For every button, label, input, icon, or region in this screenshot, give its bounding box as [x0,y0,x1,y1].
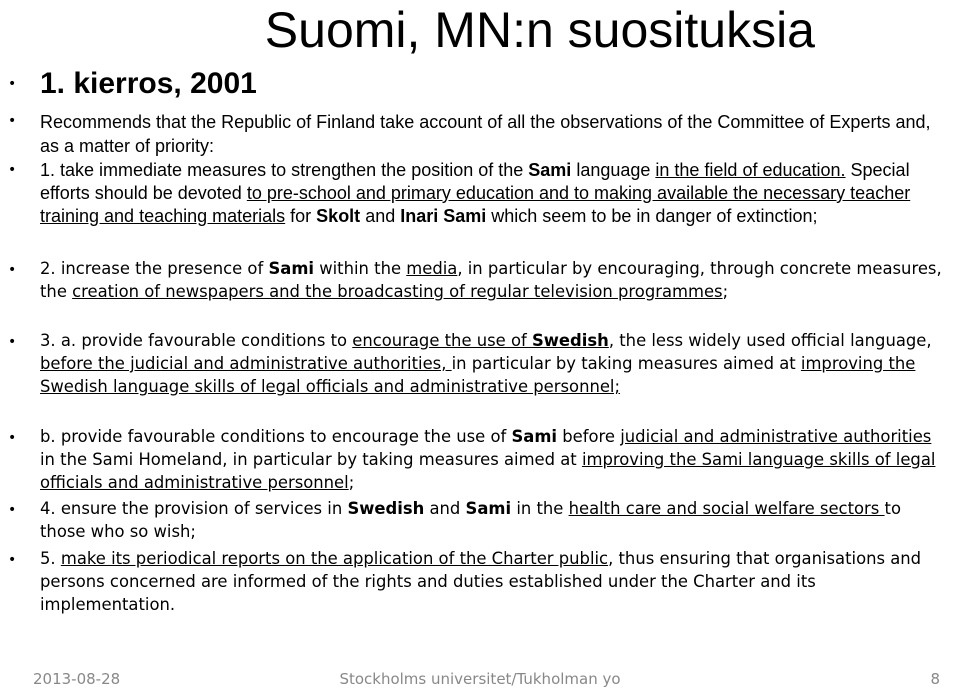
recommendation-1: 1. take immediate measures to strengthen the position of the Sami language in the field of education. Special efforts should be devoted to pre-school and primary education and to making available the necessary teacher training and teaching materials for Skolt and Inari Sami which seem to be in danger of extinction; [40,160,911,226]
bullet-icon: • [8,334,17,350]
bullet-icon: • [8,262,17,278]
bullet-icon: • [8,76,17,92]
recommendation-2: 2. increase the presence of Sami within the media, in particular by encouraging, through concrete measures, the creation of newspapers and the broadcasting of regular television programmes; [40,259,942,301]
footer-institution: Stockholms universitet/Tukholman yo [339,670,621,688]
recommendation-4: 4. ensure the provision of services in Swedish and Sami in the health care and social welfare sectors to those who so wish; [40,499,901,541]
footer-date: 2013-08-28 [33,670,121,688]
bullet-icon: • [8,162,17,178]
recommendation-3b: b. provide favourable conditions to encourage the use of Sami before judicial and administrative authorities in the Sami Homeland, in particular by taking measures aimed at improving the Sami language skills of legal officials and administrative personnel; [40,427,936,492]
bullet-icon: • [8,430,17,446]
bullet-icon: • [8,552,17,568]
recommendation-5: 5. make its periodical reports on the application of the Charter public, thus ensuring that organisations and persons concerned are informed of the rights and duties established under the Charter and its implementation. [40,549,922,614]
slide-title: Suomi, MN:n suosituksia [264,2,815,58]
section-heading: 1. kierros, 2001 [40,67,257,100]
bullet-icon: • [8,113,17,129]
recommends-paragraph: Recommends that the Republic of Finland take account of all the observations of the Committee of Experts and, as a matter of priority: [40,112,931,156]
footer-page-number: 8 [930,670,940,688]
recommendation-3a: 3. a. provide favourable conditions to encourage the use of Swedish, the less widely used official language, before the judicial and administrative authorities, in particular by taking measures aimed at improving the Swedish language skills of legal officials and administrative personnel; [40,331,932,396]
bullet-icon: • [8,502,17,518]
